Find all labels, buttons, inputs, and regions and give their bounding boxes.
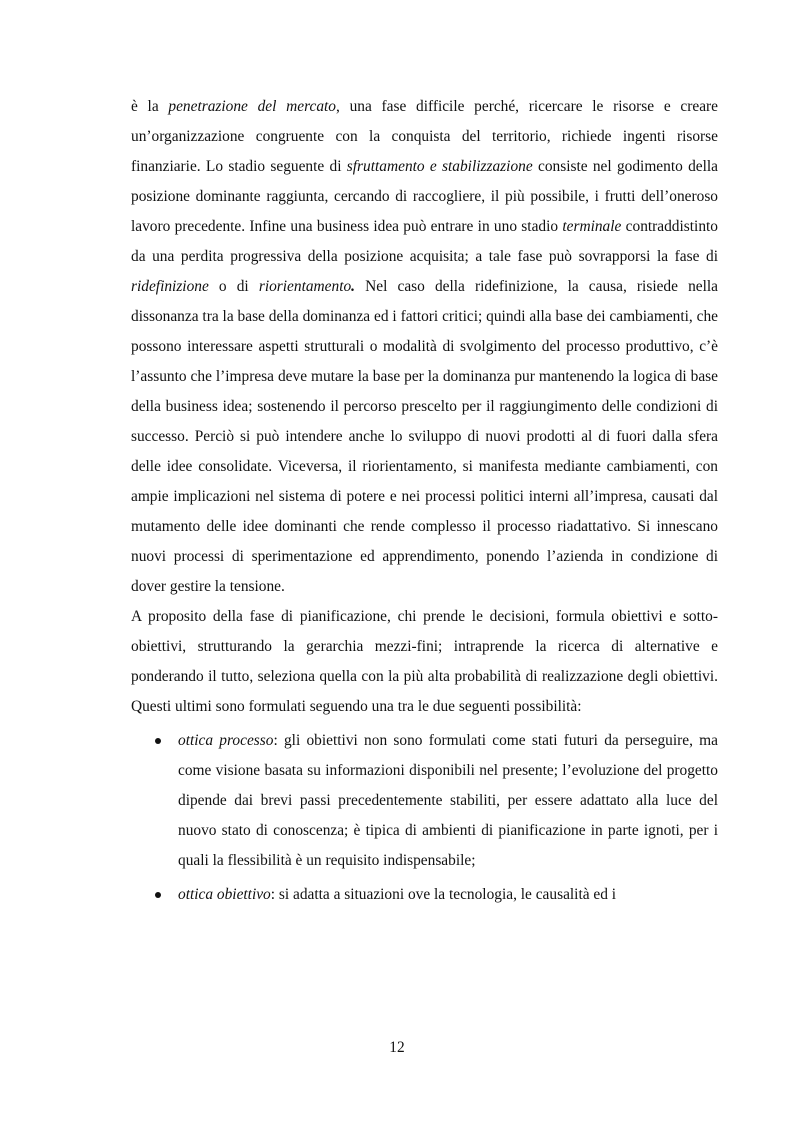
bullet-term: ottica processo [178,732,274,749]
italic-term: riorientamento [258,278,352,295]
bullet-list [131,726,718,910]
bullet-icon [155,892,161,898]
bullet-term: ottica obiettivo [178,886,271,903]
text-segment: consiste nel godimento della posizione dominante raggiunta, cercando di raccogliere, il più possibile, i frutti dell’oneroso lavoro precedente. Infine una business idea può entrare in uno stadio [131,158,718,235]
bullet-text: : si adatta a situazioni ove la tecnologia, le causalità ed i [270,886,617,903]
italic-term: terminale [562,218,622,235]
text-segment: A proposito della fase di pianificazione, chi prende le decisioni, formula obiettivi e sotto-obiettivi, strutturando la gerarchia mezzi-fini; intraprende la ricerca di alternative e ponderando il tutto, seleziona quella con la più alta probabilità di realizzazione degli obiettivi. Questi ultimi sono formulati seguendo una tra le due seguenti possibilità: [131,608,718,715]
italic-term: ridefinizione [131,278,209,295]
bullet-icon [155,738,161,744]
list-item [131,880,718,910]
bold-period: . [351,278,356,295]
paragraph-1 [131,92,718,602]
paragraph-2 [131,602,718,722]
bullet-text: : gli obiettivi non sono formulati come stati futuri da perseguire, ma come visione basata su informazioni disponibili nel presente; l’evoluzione del progetto dipende dai brevi passi precedentemente stabiliti, per essere adattato alla luce del nuovo stato di conoscenza; è tipica di ambienti di pianificazione in parte ignoti, per i quali la flessibilità è un requisito indispensabile; [178,732,718,869]
text-segment: contraddistinto da una perdita progressiva della posizione acquisita; a tale fase può sovrapporsi la fase di [131,218,718,265]
text-segment: o di [208,278,259,295]
italic-term: sfruttamento e stabilizzazione [346,158,533,175]
text-segment: , una fase difficile perché, ricercare le risorse e creare un’organizzazione congruente con la conquista del territorio, richiede ingenti risorse finanziarie. Lo stadio seguente di [131,98,718,175]
page-number: 12 [389,1039,405,1056]
italic-term: penetrazione del mercato [168,98,336,115]
text-segment: Nel caso della ridefinizione, la causa, risiede nella dissonanza tra la base della dominanza ed i fattori critici; quindi alla base dei cambiamenti, che possono interessare aspetti strutturali o modalità di svolgimento del processo produttivo, c’è l’assunto che l’impresa deve mutare la base per la dominanza pur mantenendo la logica di base della business idea; sostenendo il percorso prescelto per il raggiungimento delle condizioni di successo. Perciò si può intendere anche lo sviluppo di nuovi prodotti al di fuori dalla sfera delle idee consolidate. Viceversa, il riorientamento, si manifesta mediante cambiamenti, con ampie implicazioni nel sistema di potere e nei processi politici interni all’impresa, causati dal mutamento delle idee dominanti che rende complesso il processo riadattativo. Si innescano nuovi processi di sperimentazione ed apprendimento, ponendo l’azienda in condizione di dover gestire la tensione. [131,278,718,595]
page-body [131,92,718,914]
text-segment: è la [131,98,169,115]
list-item [131,726,718,876]
